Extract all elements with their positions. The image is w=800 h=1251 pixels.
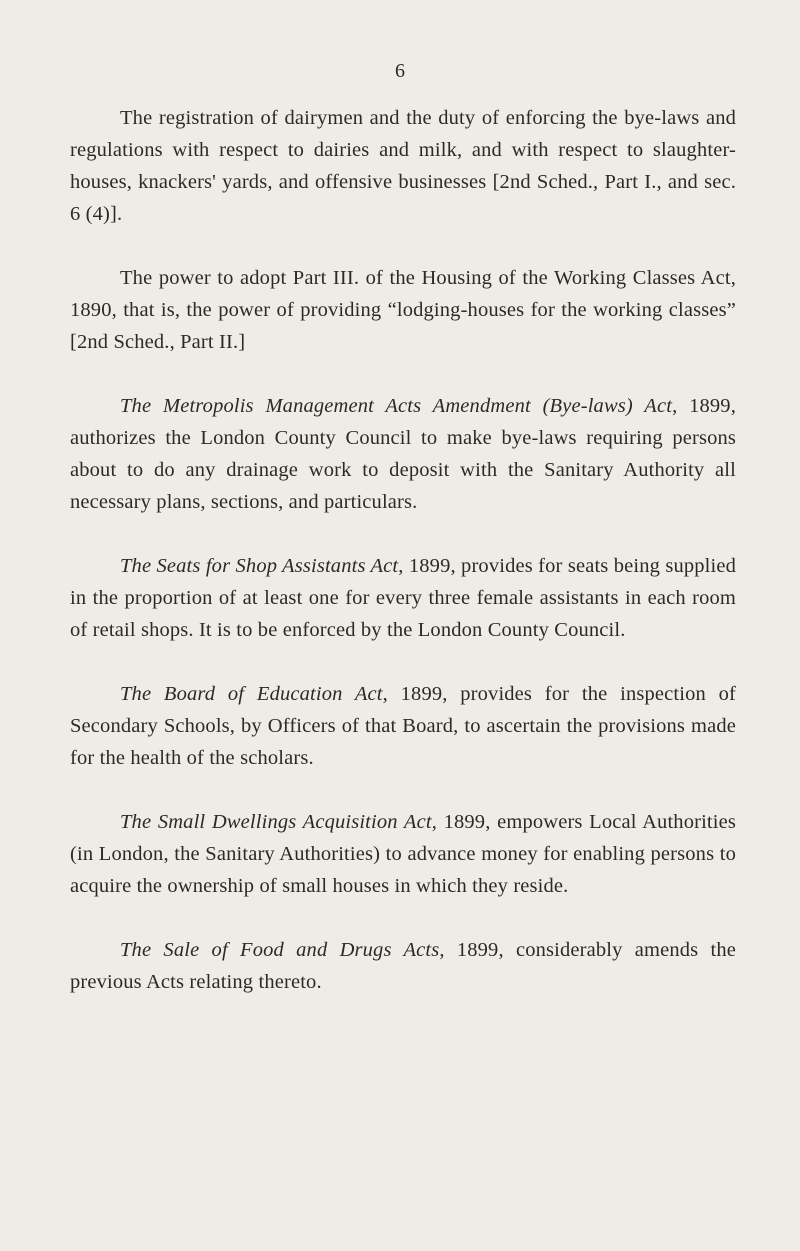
paragraph-text: , 1899, empowers Local Authorities (in London, the Sanitary Authorities) to advance money for enabling persons to acquire the ownership of small houses in which they reside. xyxy=(70,811,736,897)
paragraph-small-dwellings xyxy=(70,806,736,902)
paragraph-food-and-drugs xyxy=(70,934,736,998)
paragraph-dairies xyxy=(70,102,736,230)
paragraph-shop-assistants xyxy=(70,550,736,646)
document-body xyxy=(70,102,736,1030)
page-number: 6 xyxy=(395,60,405,82)
paragraph-housing xyxy=(70,262,736,358)
act-title: The Small Dwellings Acquisition Act xyxy=(120,811,432,833)
act-title: The Sale of Food and Drugs Acts xyxy=(120,939,440,961)
paragraph-board-of-education xyxy=(70,678,736,774)
paragraph-text: , 1899, provides for seats being supplied in the proportion of at least one for every three female assistants in each room of retail shops. It is to be enforced by the London County Council. xyxy=(70,555,736,641)
paragraph-text: , 1899, considerably amends the previous Acts relating thereto. xyxy=(70,939,736,993)
paragraph-text: , 1899, provides for the inspection of Secondary Schools, by Officers of that Board, to ascertain the provisions made for the health of the scholars. xyxy=(70,683,736,769)
paragraph-text: , 1899, authorizes the London County Council to make bye-laws requiring persons about to do any drainage work to deposit with the Sanitary Authority all necessary plans, sections, and particulars. xyxy=(70,395,736,513)
paragraph-metropolis-management xyxy=(70,390,736,518)
act-title: The Board of Education Act xyxy=(120,683,383,705)
act-title: The Seats for Shop Assistants Act xyxy=(120,555,399,577)
act-title: The Metropolis Management Acts Amendment (Bye-laws) Act xyxy=(120,395,673,417)
paragraph-text: The power to adopt Part III. of the Housing of the Working Classes Act, 1890, that is, the power of providing “lodging-houses for the working classes” [2nd Sched., Part II.] xyxy=(70,267,736,353)
paragraph-text: The registration of dairymen and the duty of enforcing the bye-laws and regulations with respect to dairies and milk, and with respect to slaughter-houses, knackers' yards, and offensive businesses [2nd Sched., Part I., and sec. 6 (4)]. xyxy=(70,107,736,225)
